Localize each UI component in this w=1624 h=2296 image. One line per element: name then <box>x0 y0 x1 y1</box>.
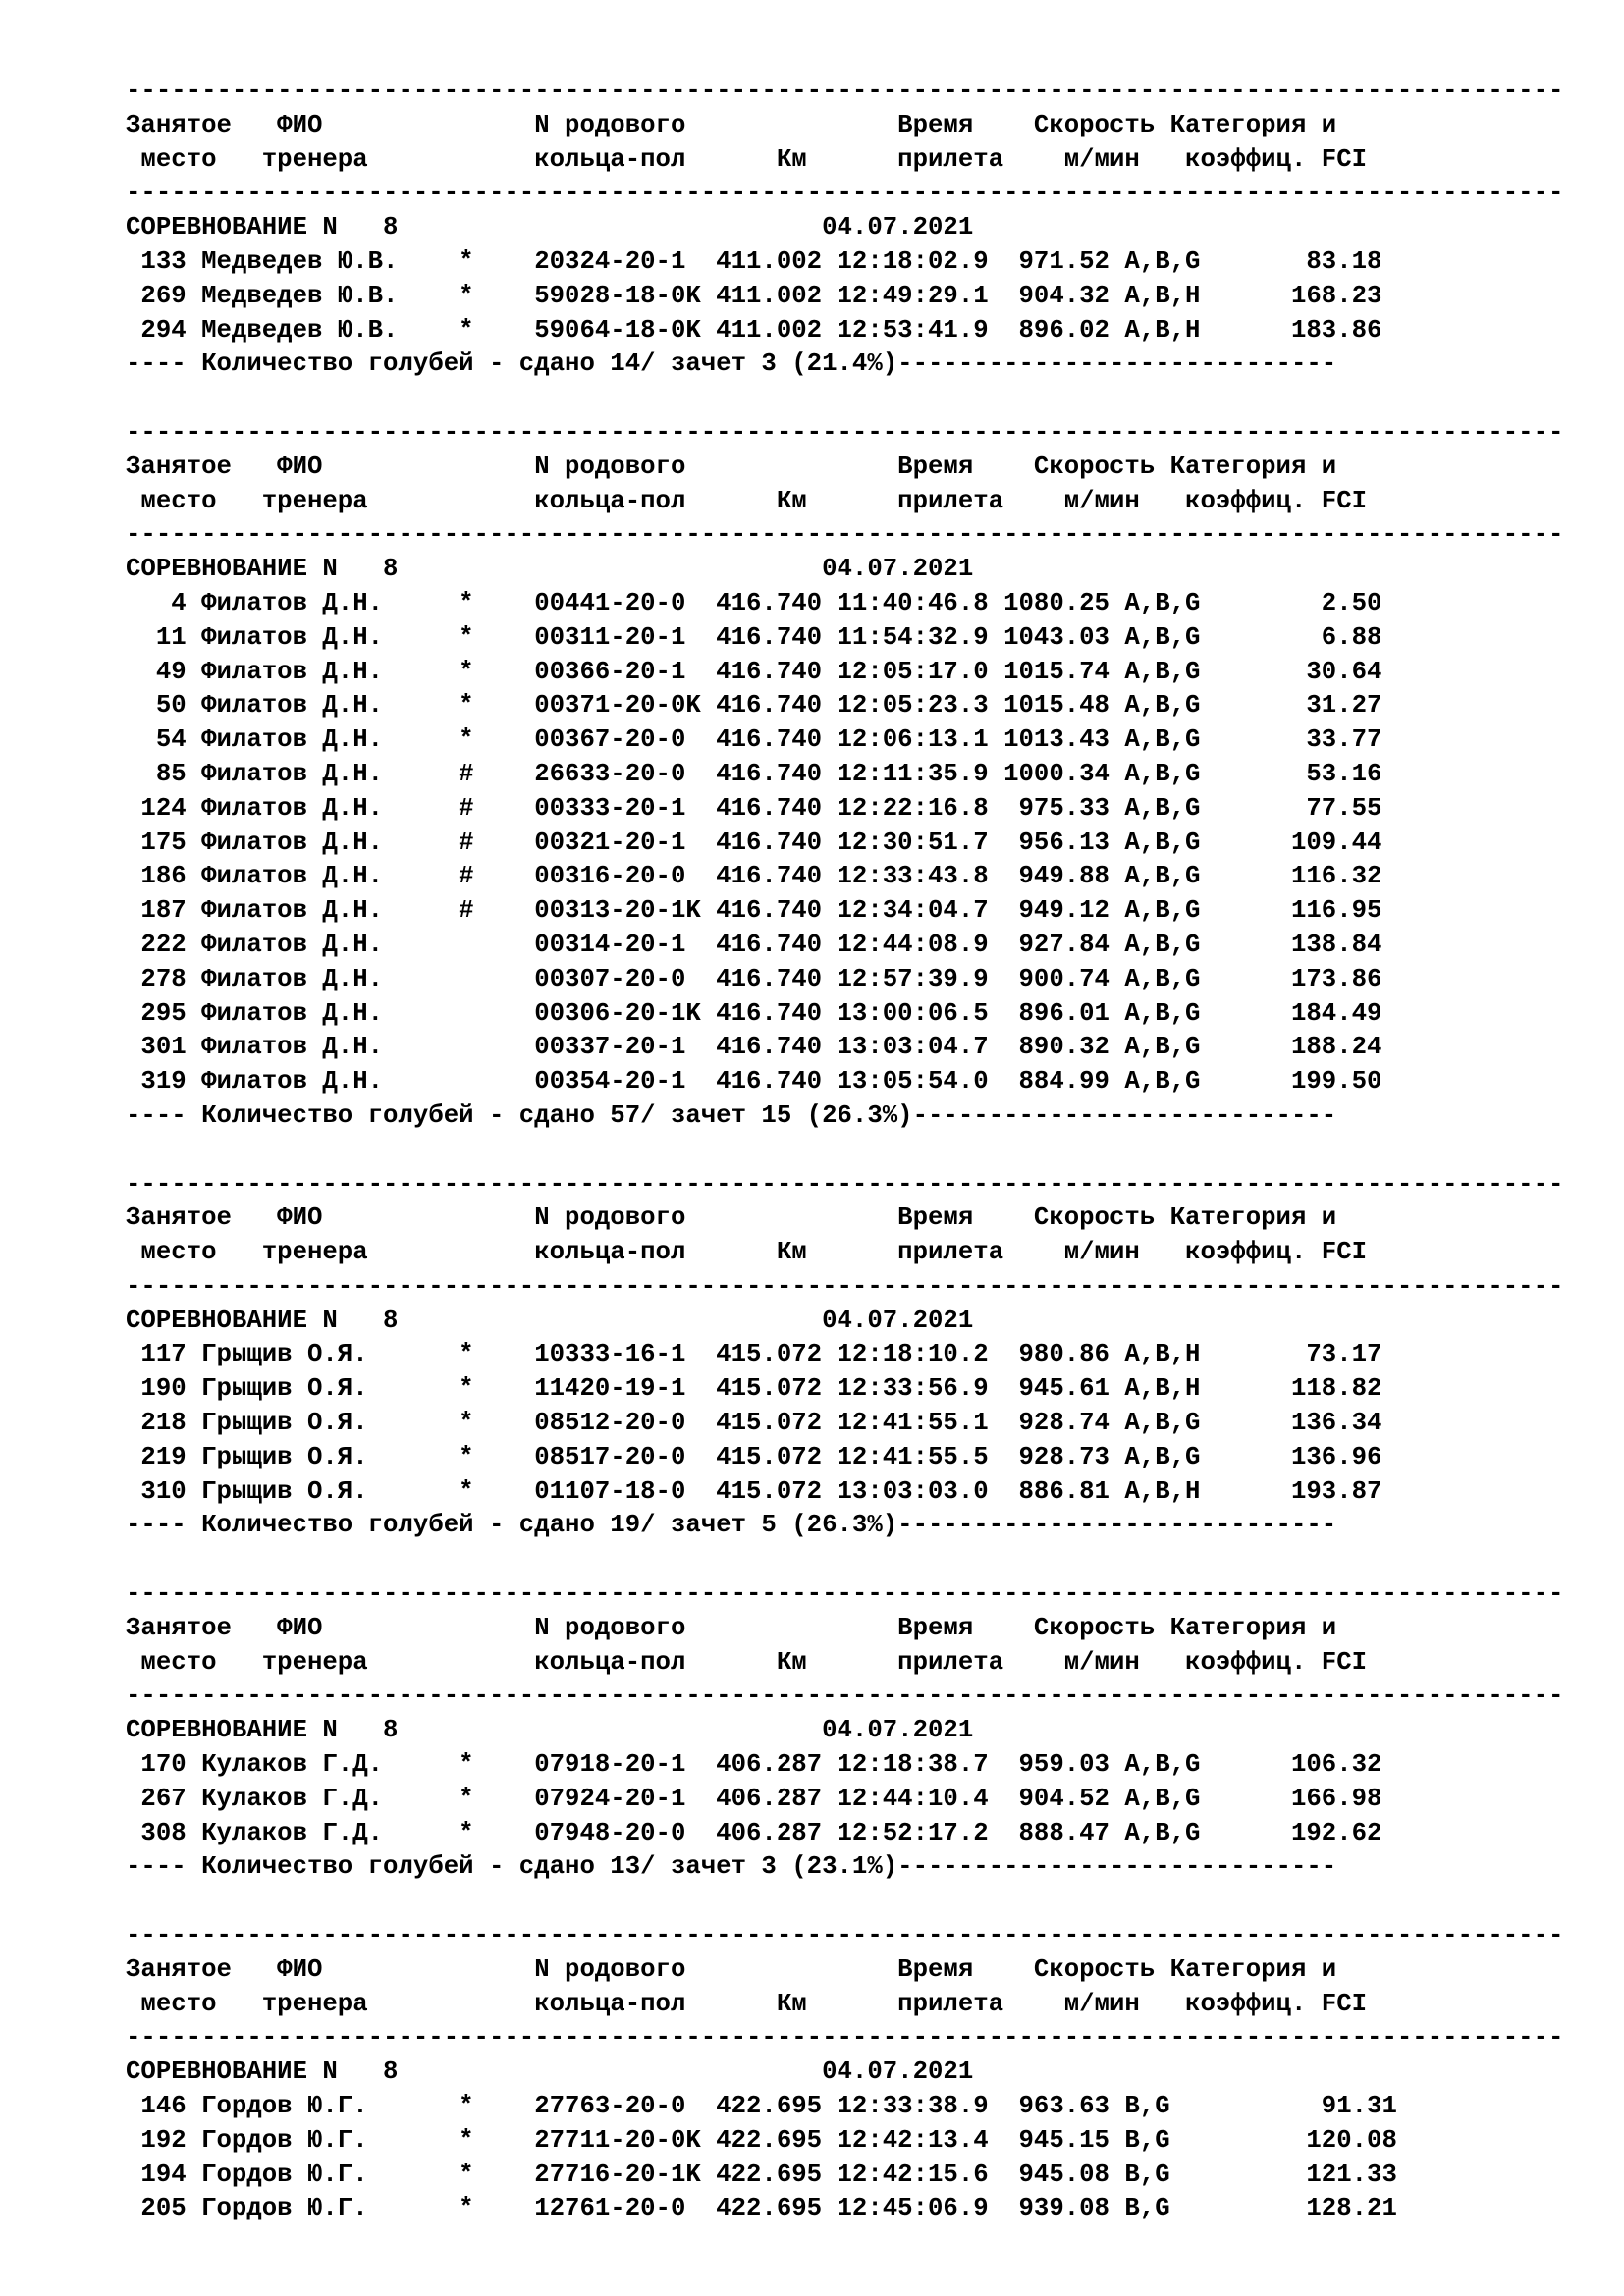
result-row: 308 Кулаков Г.Д. * 07948-20-0 406.287 12:52:17.2 888.47 A,B,G 192.62 <box>126 1818 1382 1847</box>
results-section <box>126 75 1598 382</box>
result-row: 218 Грыщив О.Я. * 08512-20-0 415.072 12:41:55.1 928.74 A,B,G 136.34 <box>126 1409 1382 1438</box>
result-row: 278 Филатов Д.Н. 00307-20-0 416.740 12:57:39.9 900.74 A,B,G 173.86 <box>126 964 1382 993</box>
column-header-line-2: место тренера кольца-пол Км прилета м/мин коэффиц. FCI <box>126 486 1368 515</box>
result-row: 190 Грыщив О.Я. * 11420-19-1 415.072 12:33:56.9 945.61 A,B,H 118.82 <box>126 1374 1382 1404</box>
section-gap <box>126 1885 1598 1919</box>
competition-line: СОРЕВНОВАНИЕ N 8 04.07.2021 <box>126 213 974 242</box>
column-header-line-2: место тренера кольца-пол Км прилета м/мин коэффиц. FCI <box>126 144 1368 174</box>
competition-line: СОРЕВНОВАНИЕ N 8 04.07.2021 <box>126 2057 974 2087</box>
separator-rule: ----------------------------------------------------------------------------------------------- <box>126 1169 1564 1199</box>
result-row: 50 Филатов Д.Н. * 00371-20-0K 416.740 12:05:23.3 1015.48 A,B,G 31.27 <box>126 691 1382 721</box>
section-summary: ---- Количество голубей - сдано 57/ зачет 15 (26.3%)---------------------------- <box>126 1100 1337 1130</box>
result-row: 54 Филатов Д.Н. * 00367-20-0 416.740 12:06:13.1 1013.43 A,B,G 33.77 <box>126 725 1382 755</box>
column-header-line-1: Занятое ФИО N родового Время Скорость Категория и <box>126 452 1337 481</box>
result-row: 301 Филатов Д.Н. 00337-20-1 416.740 13:03:04.7 890.32 A,B,G 188.24 <box>126 1033 1382 1062</box>
result-row: 133 Медведев Ю.В. * 20324-20-1 411.002 12:18:02.9 971.52 A,B,G 83.18 <box>126 246 1382 276</box>
separator-rule: ----------------------------------------------------------------------------------------------- <box>126 1682 1564 1711</box>
column-header-line-1: Занятое ФИО N родового Время Скорость Категория и <box>126 1203 1337 1233</box>
competition-line: СОРЕВНОВАНИЕ N 8 04.07.2021 <box>126 555 974 584</box>
separator-rule: ----------------------------------------------------------------------------------------------- <box>126 520 1564 550</box>
result-row: 192 Гордов Ю.Г. * 27711-20-0K 422.695 12:42:13.4 945.15 B,G 120.08 <box>126 2125 1397 2155</box>
result-row: 146 Гордов Ю.Г. * 27763-20-0 422.695 12:33:38.9 963.63 B,G 91.31 <box>126 2092 1397 2121</box>
result-row: 11 Филатов Д.Н. * 00311-20-1 416.740 11:54:32.9 1043.03 A,B,G 6.88 <box>126 622 1382 652</box>
results-section <box>126 1919 1598 2226</box>
competition-line: СОРЕВНОВАНИЕ N 8 04.07.2021 <box>126 1306 974 1335</box>
result-row: 295 Филатов Д.Н. 00306-20-1K 416.740 13:00:06.5 896.01 A,B,G 184.49 <box>126 998 1382 1028</box>
section-summary: ---- Количество голубей - сдано 19/ зачет 5 (26.3%)----------------------------- <box>126 1511 1337 1540</box>
result-row: 124 Филатов Д.Н. # 00333-20-1 416.740 12:22:16.8 975.33 A,B,G 77.55 <box>126 793 1382 823</box>
column-header-line-1: Занятое ФИО N родового Время Скорость Категория и <box>126 110 1337 139</box>
result-row: 186 Филатов Д.Н. # 00316-20-0 416.740 12:33:43.8 949.88 A,B,G 116.32 <box>126 862 1382 891</box>
result-row: 85 Филатов Д.Н. # 26633-20-0 416.740 12:11:35.9 1000.34 A,B,G 53.16 <box>126 759 1382 788</box>
result-row: 269 Медведев Ю.В. * 59028-18-0K 411.002 12:49:29.1 904.32 A,B,H 168.23 <box>126 281 1382 310</box>
result-row: 310 Грыщив О.Я. * 01107-18-0 415.072 13:03:03.0 886.81 A,B,H 193.87 <box>126 1476 1382 1506</box>
column-header-line-1: Занятое ФИО N родового Время Скорость Категория и <box>126 1954 1337 1984</box>
column-header-line-1: Занятое ФИО N родового Время Скорость Категория и <box>126 1613 1337 1642</box>
section-gap <box>126 382 1598 416</box>
column-header-line-2: место тренера кольца-пол Км прилета м/мин коэффиц. FCI <box>126 1647 1368 1677</box>
results-section <box>126 416 1598 1134</box>
section-summary: ---- Количество голубей - сдано 14/ зачет 3 (21.4%)----------------------------- <box>126 349 1337 379</box>
result-row: 222 Филатов Д.Н. 00314-20-1 416.740 12:44:08.9 927.84 A,B,G 138.84 <box>126 930 1382 959</box>
result-row: 175 Филатов Д.Н. # 00321-20-1 416.740 12:30:51.7 956.13 A,B,G 109.44 <box>126 828 1382 857</box>
results-printout <box>126 75 1598 2226</box>
result-row: 267 Кулаков Г.Д. * 07924-20-1 406.287 12:44:10.4 904.52 A,B,G 166.98 <box>126 1784 1382 1813</box>
results-section <box>126 1168 1598 1544</box>
separator-rule: ----------------------------------------------------------------------------------------------- <box>126 417 1564 447</box>
section-gap <box>126 1543 1598 1577</box>
result-row: 205 Гордов Ю.Г. * 12761-20-0 422.695 12:45:06.9 939.08 B,G 128.21 <box>126 2194 1397 2223</box>
result-row: 49 Филатов Д.Н. * 00366-20-1 416.740 12:05:17.0 1015.74 A,B,G 30.64 <box>126 657 1382 686</box>
result-row: 117 Грыщив О.Я. * 10333-16-1 415.072 12:18:10.2 980.86 A,B,H 73.17 <box>126 1340 1382 1369</box>
competition-line: СОРЕВНОВАНИЕ N 8 04.07.2021 <box>126 1716 974 1745</box>
result-row: 187 Филатов Д.Н. # 00313-20-1K 416.740 12:34:04.7 949.12 A,B,G 116.95 <box>126 896 1382 926</box>
separator-rule: ----------------------------------------------------------------------------------------------- <box>126 1579 1564 1609</box>
separator-rule: ----------------------------------------------------------------------------------------------- <box>126 1271 1564 1301</box>
separator-rule: ----------------------------------------------------------------------------------------------- <box>126 2023 1564 2053</box>
column-header-line-2: место тренера кольца-пол Км прилета м/мин коэффиц. FCI <box>126 1989 1368 2018</box>
section-gap <box>126 1134 1598 1168</box>
result-row: 294 Медведев Ю.В. * 59064-18-0K 411.002 12:53:41.9 896.02 A,B,H 183.86 <box>126 315 1382 345</box>
result-row: 170 Кулаков Г.Д. * 07918-20-1 406.287 12:18:38.7 959.03 A,B,G 106.32 <box>126 1750 1382 1780</box>
result-row: 319 Филатов Д.Н. 00354-20-1 416.740 13:05:54.0 884.99 A,B,G 199.50 <box>126 1067 1382 1096</box>
section-summary: ---- Количество голубей - сдано 13/ зачет 3 (23.1%)----------------------------- <box>126 1852 1337 1882</box>
separator-rule: ----------------------------------------------------------------------------------------------- <box>126 77 1564 105</box>
result-row: 4 Филатов Д.Н. * 00441-20-0 416.740 11:40:46.8 1080.25 A,B,G 2.50 <box>126 588 1382 617</box>
results-section <box>126 1577 1598 1885</box>
column-header-line-2: место тренера кольца-пол Км прилета м/мин коэффиц. FCI <box>126 1238 1368 1267</box>
separator-rule: ----------------------------------------------------------------------------------------------- <box>126 1921 1564 1950</box>
separator-rule: ----------------------------------------------------------------------------------------------- <box>126 179 1564 208</box>
result-row: 194 Гордов Ю.Г. * 27716-20-1K 422.695 12:42:15.6 945.08 B,G 121.33 <box>126 2160 1397 2189</box>
result-row: 219 Грыщив О.Я. * 08517-20-0 415.072 12:41:55.5 928.73 A,B,G 136.96 <box>126 1442 1382 1471</box>
